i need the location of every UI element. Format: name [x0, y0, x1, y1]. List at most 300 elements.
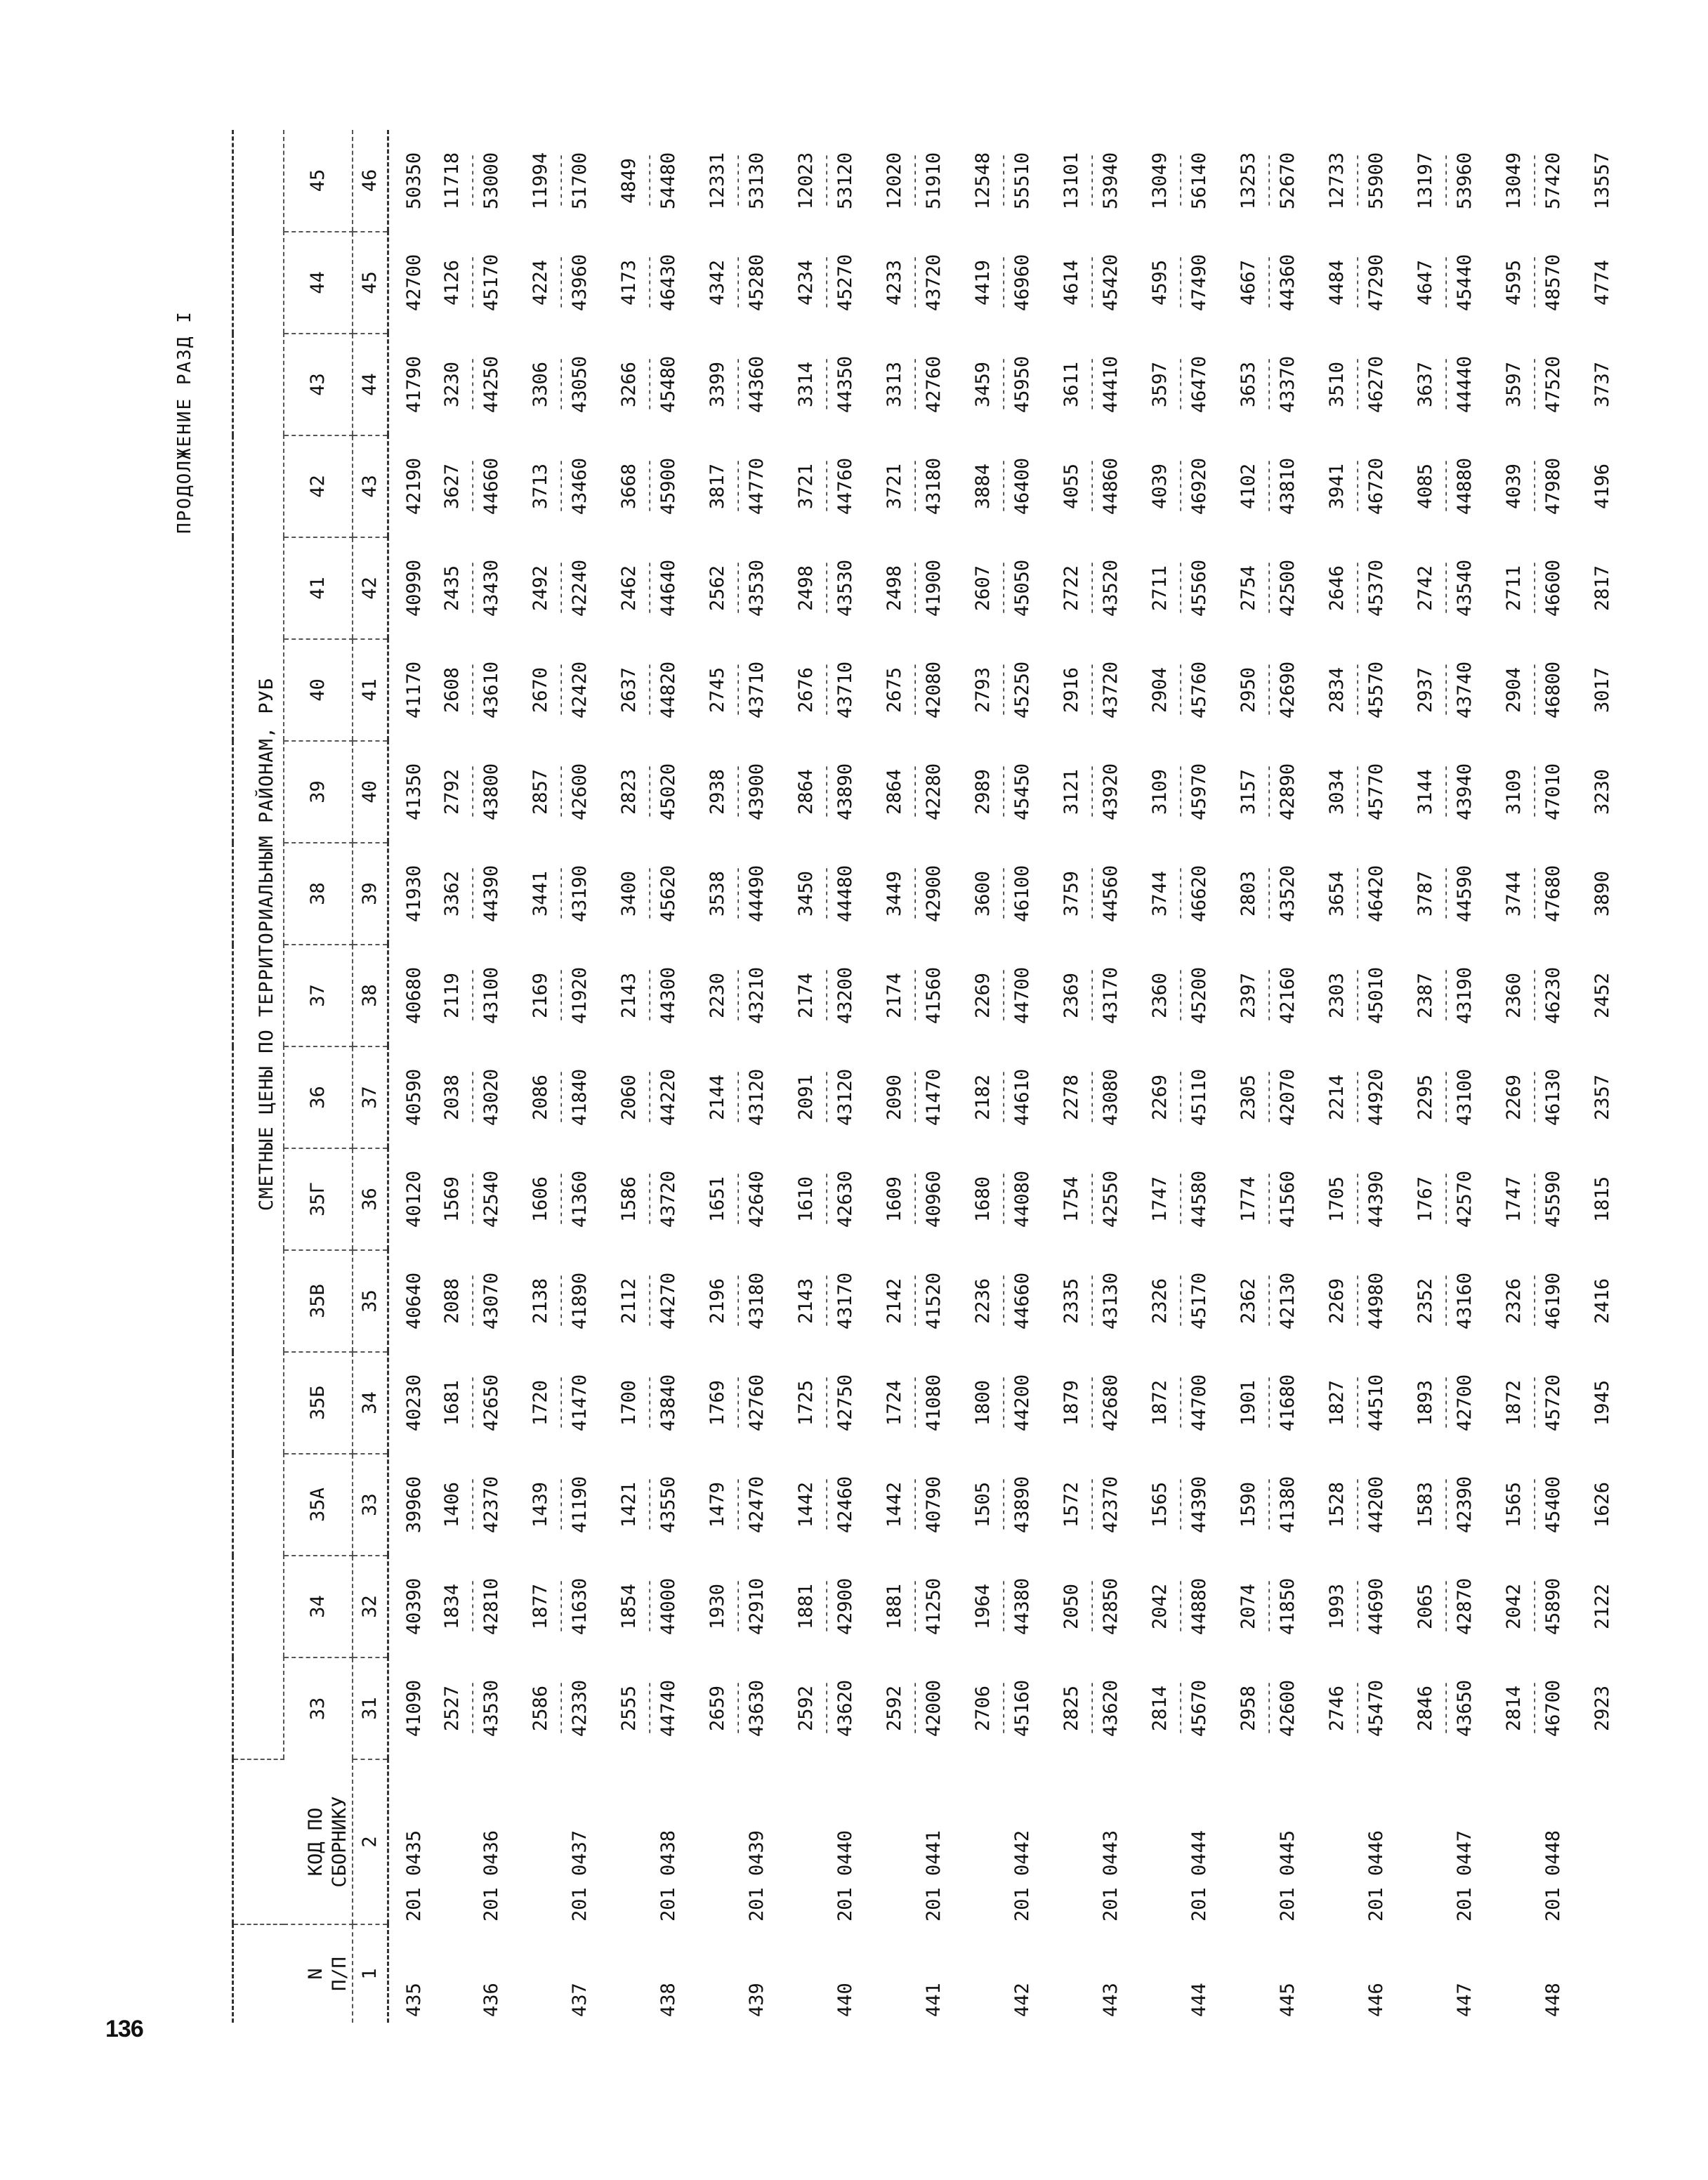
- price-cell: 44350: [834, 355, 856, 414]
- group-separator-row: [730, 130, 744, 2023]
- price-cell: 42690: [1277, 661, 1299, 719]
- separator-dashes: -------: [1525, 459, 1542, 514]
- price-cell: 45560: [1188, 559, 1210, 617]
- row-number: [1577, 1924, 1615, 2023]
- price-cell: 3313: [883, 361, 905, 408]
- header-index-cell: 46: [353, 130, 388, 232]
- separator-dashes: -------: [464, 1273, 480, 1329]
- separator-spacer: [1173, 1924, 1187, 2023]
- price-cell: 2335: [1060, 1278, 1082, 1325]
- price-cell: 42630: [834, 1170, 856, 1228]
- separator-dashes: -------: [1348, 1070, 1365, 1125]
- separator-dashes: -------: [1260, 866, 1277, 921]
- row-number: 441: [923, 1983, 945, 2017]
- separator-dashes: -------: [552, 1477, 569, 1532]
- price-cell: 42470: [746, 1476, 768, 1534]
- price-cell: 3941: [1326, 463, 1348, 510]
- price-cell: 1681: [441, 1379, 463, 1426]
- price-cell: 2746: [1326, 1685, 1348, 1732]
- price-cell: 44980: [1365, 1272, 1387, 1330]
- price-cell: 1754: [1060, 1176, 1082, 1223]
- price-cell: 2637: [618, 667, 640, 714]
- separator-dashes: -------: [1083, 662, 1100, 718]
- price-cell: 4039: [1503, 463, 1525, 510]
- separator-dashes: -------: [729, 459, 746, 514]
- separator-dashes: -------: [1348, 255, 1365, 310]
- separator-dashes: -------: [1171, 764, 1188, 820]
- separator-dashes: -------: [552, 357, 569, 412]
- table-row: [1010, 130, 1046, 2023]
- separator-dashes: -------: [729, 662, 746, 718]
- row-number: [1135, 1924, 1173, 2023]
- row-code: [515, 1759, 553, 1924]
- group-separator-row: [1261, 130, 1275, 2023]
- price-cell: 4196: [1591, 463, 1613, 510]
- separator-dashes: -------: [994, 1375, 1011, 1431]
- row-code: [1135, 1759, 1173, 1924]
- table-row: [1275, 130, 1312, 2023]
- separator-dashes: -------: [640, 1477, 657, 1532]
- price-cell: 3744: [1503, 870, 1525, 917]
- separator-dashes: -------: [1171, 1171, 1188, 1227]
- price-cell: 46190: [1542, 1272, 1564, 1330]
- separator-spacer: [1173, 1759, 1187, 1924]
- price-cell: 47980: [1542, 457, 1564, 516]
- price-cell: 3034: [1326, 768, 1348, 815]
- table-row: [388, 130, 428, 2023]
- separator-dashes: -------: [1437, 1579, 1454, 1634]
- separator-dashes: -------: [1437, 255, 1454, 310]
- separator-dashes: -------: [906, 560, 923, 616]
- price-cell: 43050: [569, 355, 591, 414]
- price-cell: 40990: [403, 559, 425, 617]
- price-cell: 45480: [657, 355, 679, 414]
- price-cell: 40680: [403, 966, 425, 1025]
- separator-dashes: -------: [1437, 1070, 1454, 1125]
- price-cell: 42550: [1100, 1170, 1122, 1228]
- price-cell: 11994: [530, 152, 551, 210]
- separator-dashes: -------: [1437, 662, 1454, 718]
- price-cell: 2498: [795, 565, 817, 612]
- price-cell: 43620: [1100, 1679, 1122, 1738]
- price-cell: 45200: [1188, 966, 1210, 1025]
- price-cell: 42070: [1277, 1068, 1299, 1127]
- price-cell: 45400: [1542, 1476, 1564, 1534]
- price-cell: 2295: [1414, 1074, 1436, 1121]
- separator-dashes: -------: [464, 1070, 480, 1125]
- separator-dashes: -------: [464, 866, 480, 921]
- separator-dashes: -------: [1083, 866, 1100, 921]
- price-cell: 3157: [1237, 768, 1259, 815]
- price-cell: 42760: [923, 355, 945, 414]
- row-number: 438: [657, 1983, 679, 2017]
- price-cell: 3713: [530, 463, 551, 510]
- price-cell: 44660: [480, 457, 502, 516]
- separator-dashes: -------: [729, 255, 746, 310]
- price-cell: 44390: [1365, 1170, 1387, 1228]
- separator-dashes: -------: [906, 357, 923, 412]
- price-cell: 46920: [1188, 457, 1210, 516]
- separator-dashes: -------: [1348, 1375, 1365, 1431]
- separator-spacer: [819, 1924, 833, 2023]
- separator-dashes: -------: [1437, 357, 1454, 412]
- separator-spacer: [819, 1759, 833, 1924]
- price-cell: 43170: [834, 1272, 856, 1330]
- header-index-cell: 1: [353, 1924, 388, 2023]
- separator-dashes: -------: [1171, 1070, 1188, 1125]
- header-district-cell: 38: [284, 843, 353, 945]
- price-cell: 43720: [1100, 661, 1122, 719]
- price-cell: 4173: [618, 259, 640, 306]
- row-code: 201 0438: [657, 1830, 679, 1922]
- row-number: 439: [746, 1983, 768, 2017]
- price-cell: 42700: [1454, 1374, 1476, 1432]
- price-cell: 3611: [1060, 361, 1082, 408]
- price-cell: 2143: [795, 1278, 817, 1325]
- separator-dashes: -------: [1260, 662, 1277, 718]
- price-cell: 44250: [480, 355, 502, 414]
- price-cell: 3306: [530, 361, 551, 408]
- price-cell: 3459: [972, 361, 994, 408]
- separator-dashes: -------: [1171, 1579, 1188, 1634]
- header-index-cell: 2: [353, 1759, 388, 1924]
- price-cell: 46100: [1011, 865, 1033, 923]
- separator-dashes: -------: [994, 1681, 1011, 1736]
- price-cell: 12548: [972, 152, 994, 210]
- price-cell: 2904: [1149, 667, 1171, 714]
- price-cell: 2607: [972, 565, 994, 612]
- price-cell: 2492: [530, 565, 551, 612]
- separator-dashes: -------: [464, 153, 480, 209]
- separator-dashes: -------: [1260, 1579, 1277, 1634]
- separator-dashes: -------: [906, 1273, 923, 1329]
- price-cell: 45720: [1542, 1374, 1564, 1432]
- price-cell: 2142: [883, 1278, 905, 1325]
- price-cell: 43740: [1454, 661, 1476, 719]
- price-cell: 43180: [746, 1272, 768, 1330]
- table-row: [921, 130, 958, 2023]
- price-cell: 3362: [441, 870, 463, 917]
- price-cell: 51700: [569, 152, 591, 210]
- price-cell: 46720: [1365, 457, 1387, 516]
- separator-dashes: -------: [552, 459, 569, 514]
- price-cell: 41190: [569, 1476, 591, 1534]
- table-row: [567, 130, 604, 2023]
- separator-dashes: -------: [552, 968, 569, 1023]
- price-cell: 42280: [923, 763, 945, 821]
- separator-dashes: -------: [906, 1681, 923, 1736]
- row-code: 201 0436: [480, 1830, 502, 1922]
- price-cell: 2236: [972, 1278, 994, 1325]
- price-cell: 40960: [923, 1170, 945, 1228]
- separator-dashes: -------: [1171, 968, 1188, 1023]
- price-cell: 2086: [530, 1074, 551, 1121]
- separator-dashes: -------: [1525, 1171, 1542, 1227]
- separator-dashes: -------: [817, 1579, 834, 1634]
- separator-dashes: -------: [906, 153, 923, 209]
- table-row: [1364, 130, 1400, 2023]
- price-cell: 3668: [618, 463, 640, 510]
- separator-dashes: -------: [1171, 662, 1188, 718]
- separator-dashes: -------: [817, 968, 834, 1023]
- separator-dashes: -------: [1437, 459, 1454, 514]
- price-cell: 54480: [657, 152, 679, 210]
- price-cell: 3884: [972, 463, 994, 510]
- row-code: [781, 1759, 819, 1924]
- price-cell: 3230: [1591, 768, 1613, 815]
- separator-dashes: -------: [1525, 1579, 1542, 1634]
- price-cell: 43100: [480, 966, 502, 1025]
- price-cell: 2074: [1237, 1583, 1259, 1630]
- price-cell: 1725: [795, 1379, 817, 1426]
- price-cell: 2706: [972, 1685, 994, 1732]
- price-cell: 2498: [883, 565, 905, 612]
- price-cell: 41360: [569, 1170, 591, 1228]
- price-cell: 42370: [1100, 1476, 1122, 1534]
- price-cell: 2711: [1503, 565, 1525, 612]
- price-cell: 42600: [569, 763, 591, 821]
- price-cell: 3109: [1149, 768, 1171, 815]
- price-cell: 1724: [883, 1379, 905, 1426]
- price-cell: 47010: [1542, 763, 1564, 821]
- separator-dashes: -------: [552, 1171, 569, 1227]
- price-cell: 2814: [1503, 1685, 1525, 1732]
- separator-dashes: -------: [464, 255, 480, 310]
- price-cell: 44510: [1365, 1374, 1387, 1432]
- price-cell: 1565: [1149, 1481, 1171, 1528]
- separator-dashes: -------: [464, 459, 480, 514]
- separator-dashes: -------: [994, 357, 1011, 412]
- price-cell: 53120: [834, 152, 856, 210]
- group-separator-row: [1438, 130, 1452, 2023]
- price-cell: 2814: [1149, 1685, 1171, 1732]
- header-code-label-2: СБОРНИКУ: [329, 1796, 350, 1888]
- header-district-cell: 45: [284, 130, 353, 232]
- price-cell: 53130: [746, 152, 768, 210]
- separator-dashes: -------: [994, 1579, 1011, 1634]
- price-cell: 2269: [1326, 1278, 1348, 1325]
- separator-dashes: -------: [1348, 357, 1365, 412]
- price-cell: 2916: [1060, 667, 1082, 714]
- separator-dashes: -------: [994, 866, 1011, 921]
- separator-dashes: -------: [552, 662, 569, 718]
- price-cell: 1769: [707, 1379, 728, 1426]
- price-cell: 44560: [1100, 865, 1122, 923]
- price-cell: 43530: [480, 1679, 502, 1738]
- price-cell: 1747: [1503, 1176, 1525, 1223]
- price-cell: 43960: [569, 254, 591, 312]
- row-code: 201 0439: [746, 1830, 768, 1922]
- price-cell: 3314: [795, 361, 817, 408]
- separator-dashes: -------: [817, 1070, 834, 1125]
- group-separator-row: [1527, 130, 1541, 2023]
- separator-dashes: -------: [817, 866, 834, 921]
- price-cell: 2138: [530, 1278, 551, 1325]
- price-cell: 2586: [530, 1685, 551, 1732]
- separator-dashes: -------: [817, 1171, 834, 1227]
- row-number: 447: [1454, 1983, 1476, 2017]
- separator-dashes: -------: [464, 764, 480, 820]
- price-cell: 1881: [883, 1583, 905, 1630]
- price-cell: 42900: [834, 1577, 856, 1636]
- row-number: 445: [1277, 1983, 1299, 2017]
- separator-dashes: -------: [1083, 1273, 1100, 1329]
- price-cell: 2230: [707, 972, 728, 1019]
- separator-dashes: -------: [906, 764, 923, 820]
- price-cell: 41170: [403, 661, 425, 719]
- price-cell: 42080: [923, 661, 945, 719]
- price-cell: 4647: [1414, 259, 1436, 306]
- separator-spacer: [642, 1924, 656, 2023]
- row-code: [1312, 1759, 1350, 1924]
- separator-dashes: -------: [729, 764, 746, 820]
- price-cell: 4419: [972, 259, 994, 306]
- separator-dashes: -------: [906, 1477, 923, 1532]
- separator-dashes: -------: [1260, 153, 1277, 209]
- price-cell: 45170: [480, 254, 502, 312]
- separator-spacer: [1261, 1759, 1275, 1924]
- row-number: 440: [834, 1983, 856, 2017]
- price-cell: 4484: [1326, 259, 1348, 306]
- price-cell: 1700: [618, 1379, 640, 1426]
- separator-spacer: [553, 1759, 567, 1924]
- separator-dashes: -------: [1260, 560, 1277, 616]
- separator-dashes: -------: [640, 357, 657, 412]
- price-cell: 1834: [441, 1583, 463, 1630]
- price-cell: 43530: [834, 559, 856, 617]
- price-cell: 41680: [1277, 1374, 1299, 1432]
- price-cell: 43710: [746, 661, 768, 719]
- separator-dashes: -------: [1348, 560, 1365, 616]
- table-row: [692, 130, 730, 2023]
- price-cell: 41250: [923, 1577, 945, 1636]
- price-cell: 44270: [657, 1272, 679, 1330]
- price-cell: 41380: [1277, 1476, 1299, 1534]
- price-cell: 1747: [1149, 1176, 1171, 1223]
- price-cell: 46130: [1542, 1068, 1564, 1127]
- price-cell: 1872: [1503, 1379, 1525, 1426]
- price-cell: 2090: [883, 1074, 905, 1121]
- group-separator-row: [907, 130, 921, 2023]
- price-cell: 52670: [1277, 152, 1299, 210]
- separator-dashes: -------: [1171, 255, 1188, 310]
- price-cell: 2112: [618, 1278, 640, 1325]
- separator-dashes: -------: [1260, 1273, 1277, 1329]
- price-cell: 1993: [1326, 1583, 1348, 1630]
- price-cell: 42640: [746, 1170, 768, 1228]
- price-cell: 45110: [1188, 1068, 1210, 1127]
- price-cell: 45250: [1011, 661, 1033, 719]
- separator-dashes: -------: [552, 560, 569, 616]
- price-cell: 43530: [746, 559, 768, 617]
- separator-dashes: -------: [640, 968, 657, 1023]
- price-cell: 2357: [1591, 1074, 1613, 1121]
- row-code: 201 0437: [569, 1830, 591, 1922]
- price-cell: 1893: [1414, 1379, 1436, 1426]
- separator-dashes: -------: [994, 1070, 1011, 1125]
- separator-spacer: [642, 1759, 656, 1924]
- price-cell: 46270: [1365, 355, 1387, 414]
- separator-dashes: -------: [1083, 560, 1100, 616]
- separator-dashes: -------: [552, 1070, 569, 1125]
- price-cell: 48570: [1542, 254, 1564, 312]
- separator-dashes: -------: [1348, 1273, 1365, 1329]
- price-cell: 1583: [1414, 1481, 1436, 1528]
- row-code: [692, 1759, 730, 1924]
- price-cell: 39960: [403, 1476, 425, 1534]
- price-cell: 2646: [1326, 565, 1348, 612]
- price-cell: 1479: [707, 1481, 728, 1528]
- price-cell: 2174: [883, 972, 905, 1019]
- price-cell: 40790: [923, 1476, 945, 1534]
- price-cell: 40590: [403, 1068, 425, 1127]
- separator-spacer: [996, 1924, 1010, 2023]
- price-cell: 3627: [441, 463, 463, 510]
- separator-dashes: -------: [1348, 153, 1365, 209]
- price-cell: 1872: [1149, 1379, 1171, 1426]
- row-code: 201 0444: [1188, 1830, 1210, 1922]
- separator-dashes: -------: [1437, 1681, 1454, 1736]
- price-cell: 2038: [441, 1074, 463, 1121]
- price-cell: 41350: [403, 763, 425, 821]
- price-cell: 4342: [707, 259, 728, 306]
- header-index-cell: 42: [353, 537, 388, 639]
- header-index-cell: 38: [353, 945, 388, 1046]
- separator-dashes: -------: [994, 560, 1011, 616]
- price-cell: 2305: [1237, 1074, 1259, 1121]
- row-code: [427, 1759, 465, 1924]
- separator-dashes: -------: [1348, 1579, 1365, 1634]
- price-cell: 2608: [441, 667, 463, 714]
- separator-dashes: -------: [994, 1171, 1011, 1227]
- price-cell: 2675: [883, 667, 905, 714]
- separator-dashes: -------: [1525, 764, 1542, 820]
- price-cell: 2462: [618, 565, 640, 612]
- price-cell: 2958: [1237, 1685, 1259, 1732]
- price-cell: 4126: [441, 259, 463, 306]
- price-cell: 47520: [1542, 355, 1564, 414]
- price-cell: 43520: [1277, 865, 1299, 923]
- price-cell: 44480: [834, 865, 856, 923]
- price-cell: 13101: [1060, 152, 1082, 210]
- separator-spacer: [730, 1924, 744, 2023]
- row-number: 448: [1542, 1983, 1564, 2017]
- header-district-cell: 42: [284, 435, 353, 537]
- price-cell: 43550: [657, 1476, 679, 1534]
- table-row: [869, 130, 907, 2023]
- price-cell: 1705: [1326, 1176, 1348, 1223]
- price-cell: 3510: [1326, 361, 1348, 408]
- row-code: [958, 1759, 996, 1924]
- separator-dashes: -------: [906, 662, 923, 718]
- price-cell: 42570: [1454, 1170, 1476, 1228]
- row-code: [1223, 1759, 1261, 1924]
- price-cell: 2754: [1237, 565, 1259, 612]
- row-number: 444: [1188, 1983, 1210, 2017]
- price-cell: 42910: [746, 1577, 768, 1636]
- separator-dashes: -------: [817, 764, 834, 820]
- price-cell: 3817: [707, 463, 728, 510]
- table-header: [233, 130, 388, 2023]
- price-cell: 43370: [1277, 355, 1299, 414]
- separator-spacer: [907, 1924, 921, 2023]
- table-row: [656, 130, 692, 2023]
- table-row: [744, 130, 781, 2023]
- price-cell: 1945: [1591, 1379, 1613, 1426]
- price-cell: 3597: [1149, 361, 1171, 408]
- separator-dashes: -------: [906, 866, 923, 921]
- price-cell: 46600: [1542, 559, 1564, 617]
